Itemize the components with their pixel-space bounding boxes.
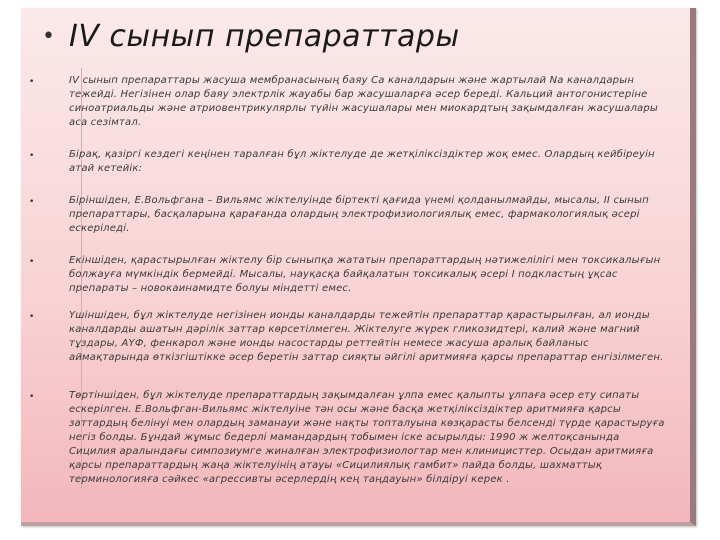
slide-title: IV сынып препараттары [68,19,460,54]
paragraph-text: Екіншіден, қарастырылған жіктелу бір сыныпқа жататын препараттардың нәтижелілігі мен токсикалығын болжауға мүмкіндік бермейді. Мысалы, науқасқа байқалатын токсикалық әсері I подкластың ұқсас препараты – новокаинамидте болуы міндетті емес. [69,255,661,294]
slide [21,8,696,526]
bullet-list [21,8,690,522]
list-item [29,254,669,296]
bullet-marker: • [29,77,35,87]
bullet-marker: • [29,312,35,322]
list-item [29,148,669,176]
paragraph-text: Біріншіден, Е.Вольфгана – Вильямс жіктелуінде біртекті қағида үнемі қолданылмайды, мысалы, ІІ сынып препараттары, басқаларына қарағанда олардың электрофизиологиялық емес, фармакологиялық әсері ескеріледі. [69,195,649,234]
paragraph-text: IV сынып препараттары жасуша мембранасының баяу Ca каналдарын және жартылай Na каналдарын тежейді. Негізінен олар баяу электрлік жауабы бар жасушаларға әсер береді. Кальций антогонистеріне синоатриальды және атриовентрикулярлы түйін жасушалары мен миокардтың зақымдалған жасушалары аса сезімтал. [69,75,659,128]
list-item [29,389,669,487]
bullet-marker: • [29,392,35,402]
bullet-marker: • [29,151,35,161]
bullet-marker: • [29,197,35,207]
list-item [29,74,669,130]
paragraph-text: Төртіншіден, бұл жіктелуде препараттардың зақымдалған ұлпа емес қалыпты ұлпаға әсер ету сипаты ескерілген. Е.Вольфган-Вильямс жіктелуіне тән осы және басқа жетқіліксіздіктер аритмияға қарсы заттардың белінуі мен олардың заманауи және нақты топталуына көзқарасты белсенді түрде қарастыруға негіз болды. Бұндай жұмыс бедерлі мамандардың тобымен іске асырылды: 1990 ж желтоқсанында Сицилия аралындағы симпозиумге жиналған электрофизиологтар мен клиницисттер. Осыдан аритмияға қарсы препараттардың жаңа жіктелуінің атауы «Сицилиялық гамбит» пайда болды, шахматтық терминологияға сәйкес «агрессивты әсерлердің кең таңдауын» білдіруі керек . [69,390,665,485]
list-item [29,194,669,236]
bullet-marker: • [29,257,35,267]
paragraph-text: Бірақ, қазіргі кездегі кеңінен таралған бұл жіктелуде де жетқіліксіздіктер жоқ емес. Олардың кейбіреуін атай кетейік: [69,149,655,174]
title-bullet: • [42,24,55,49]
list-item [29,309,669,365]
paragraph-text: Үшіншіден, бұл жіктелуде негізінен ионды каналдарды тежейтін препараттар қарастырылған, ал ионды каналдарды ашатын дәрілік заттар көрсетілмеген. Жіктелуге жүрек гликозидтері, калий және магний тұздары, АҮФ, фенкарол және ионды насостарды реттейтін немесе жасуша аралық байланыс аймақтарында өткізгіштікке әсер беретін заттар сияқты әйгілі аритмияға қарсы препараттар енгізілмеген. [69,310,664,363]
